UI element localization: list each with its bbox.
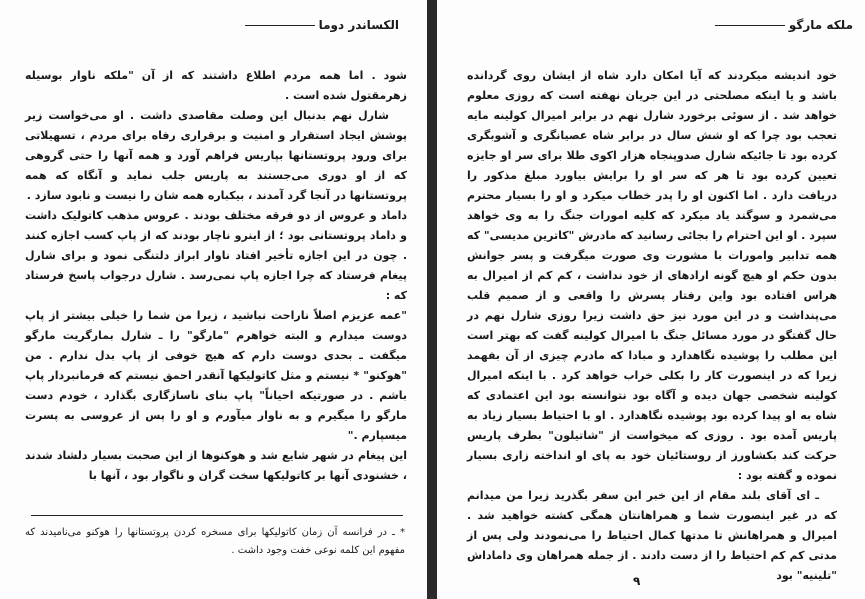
left-paragraph: شود . اما همه مردم اطلاع داشتند که از آن "ملکه ناوار بوسیله زهرمقتول شده است .	[25, 69, 407, 102]
left-paragraph: شارل نهم بدنبال این وصلت مقاصدی داشت . او می‌خواست زیر پوشش ایجاد استقرار و امنیت و برقراری رفاه برای مردم ، تسهیلاتی برای ورود پروتستانها بپاریس فراهم آورد و همه آنها را حتی گروهی که از او دوری می‌جستند به پاریس جلب نماید و آنگاه که همه پروتستانها در آنجا گرد آمدند ، بیکباره همه شان را نیست و نابود سازد .	[25, 109, 407, 202]
left-body-text	[25, 66, 407, 486]
left-running-head-title: الکساندر دوما	[318, 18, 399, 32]
right-paragraph: ـ ای آقای بلند مقام از این خبر این سفر بگذرید زیرا من میدانم که در غیر اینصورت شما و همراهانتان همگی کشته خواهید شد . امیرال و همراهانش تا مدتها کمال احتیاط را می‌نمودند ولی پس از مدتی کم کم احتیاط را از دست دادند . از جمله همراهان وی داماداش "تلینیه" بود	[467, 489, 837, 582]
left-running-head-rule	[245, 25, 315, 26]
right-page	[437, 0, 865, 599]
right-body-text	[467, 66, 837, 586]
left-footnote	[25, 524, 405, 560]
right-running-head-title: ملکه مارگو	[788, 18, 853, 32]
left-paragraph: "عمه عزیزم اصلاً ناراحت نباشید ، زیرا من شما را خیلی بیشتر از پاپ دوست میدارم و البته خواهرم "مارگو" را ـ شارل بمارگریت مارگو میگفت ـ بحدی دوست دارم که هیچ خوفی از پاپ بدل ندارم . من "هوکنو" * نیستم و مثل کاتولیکها آنقدر احمق نیستم که فرمانبردار پاپ باشم . در صورتیکه احیاناً" پاپ بنای ناسازگاری بگذارد ، خودم دست مارگو را میگیرم و به ناوار میآورم و او را پس از عروسی به پسرت میسپارم ."	[25, 309, 407, 442]
left-page	[0, 0, 427, 599]
left-paragraph: این پیغام در شهر شایع شد و هوکنوها از این صحبت بسیار دلشاد شدند ، خشنودی آنها بر کاتولیکها سخت گران و ناگوار بود ، آنها با	[25, 449, 407, 482]
footnote-divider	[31, 515, 403, 516]
page-number: ۹	[633, 574, 641, 588]
right-running-head-rule	[715, 25, 785, 26]
book-gutter	[427, 0, 437, 599]
left-running-head	[245, 18, 399, 32]
right-paragraph: خود اندیشه میکردند که آیا امکان دارد شاه از ایشان روی گردانده باشد و یا اینکه مصلحتی در این جریان نهفته است که روزی معلوم خواهد شد . از سوئی برخورد شارل نهم در برابر امیرال کولینه مایه تعجب بود چرا که او شش سال در برابر شاه عصیانگری و آشوبگری کرده بود تا جائیکه شارل صدوپنجاه هزار اکوی طلا برای سر او جایزه تعیین کرده بود تا هر که سر او را برایش بیاورد مبلغ مذکور را دریافت دارد . اما اکنون او را پدر خطاب میکرد و او را بسیار محترم می‌شمرد و سوگند یاد میکرد که کلیه امورات جنگ را به وی خواهد سپرد . او این احترام را بجائی رسانید که مادرش "کاترین مدیسی" که همه تدابیر وامورات با مشورت وی صورت میگرفت و پسر جوانش بدون حکم او هیچ گونه ارادهای از خود نداشت ، کم کم از امیرال به هراس افتاده بود واین رفتار پسرش را واقعی و از صمیم قلب می‌پنداشت و در این مورد نیز حق داشت زیرا روزی شارل نهم در حال گفتگو در مورد مسائل جنگ با امیرال کولینه گفت که بهتر است این مطلب را پوشیده نگاهدارد و مبادا که مادرم چیزی از آن بفهمد زیرا که در اینصورت کار را بکلی خراب خواهد کرد . با اینکه امیرال کولینه شخصی جهان دیده و آگاه بود نتوانسته بود این اعتمادی که شاه به او پیدا کرده بود پوشیده نگاهدارد . او با احتیاط بسیار زیاد به پاریس آمده بود . روزی که میخواست از "شاتیلون" بطرف پاریس حرکت کند بکشاورز از روستائیان خود به پای او انداخته زاری بسیار نموده و گفته بود :	[467, 69, 837, 482]
right-running-head	[715, 18, 853, 32]
footnote-text: * ـ در فرانسه آن زمان کاتولیکها برای مسخره کردن پروتستانها را هوکنو می‌نامیدند که مفهوم این کلمه نوعی خفت وجود داشت .	[25, 527, 405, 556]
left-paragraph: داماد و عروس از دو فرقه مختلف بودند . عروس مذهب کاتولیک داشت و داماد پروتستانی بود ؛ از اینرو ناچار بودند که از پاپ کسب اجازه کنند . چون در این اجازه تأخیر افتاد ناوار ابراز دلتنگی نمود و برای شارل پیغام فرستاد که چرا اجازه پاپ نمی‌رسد . شارل درجواب پاسخ فرستاد که :	[25, 209, 407, 302]
